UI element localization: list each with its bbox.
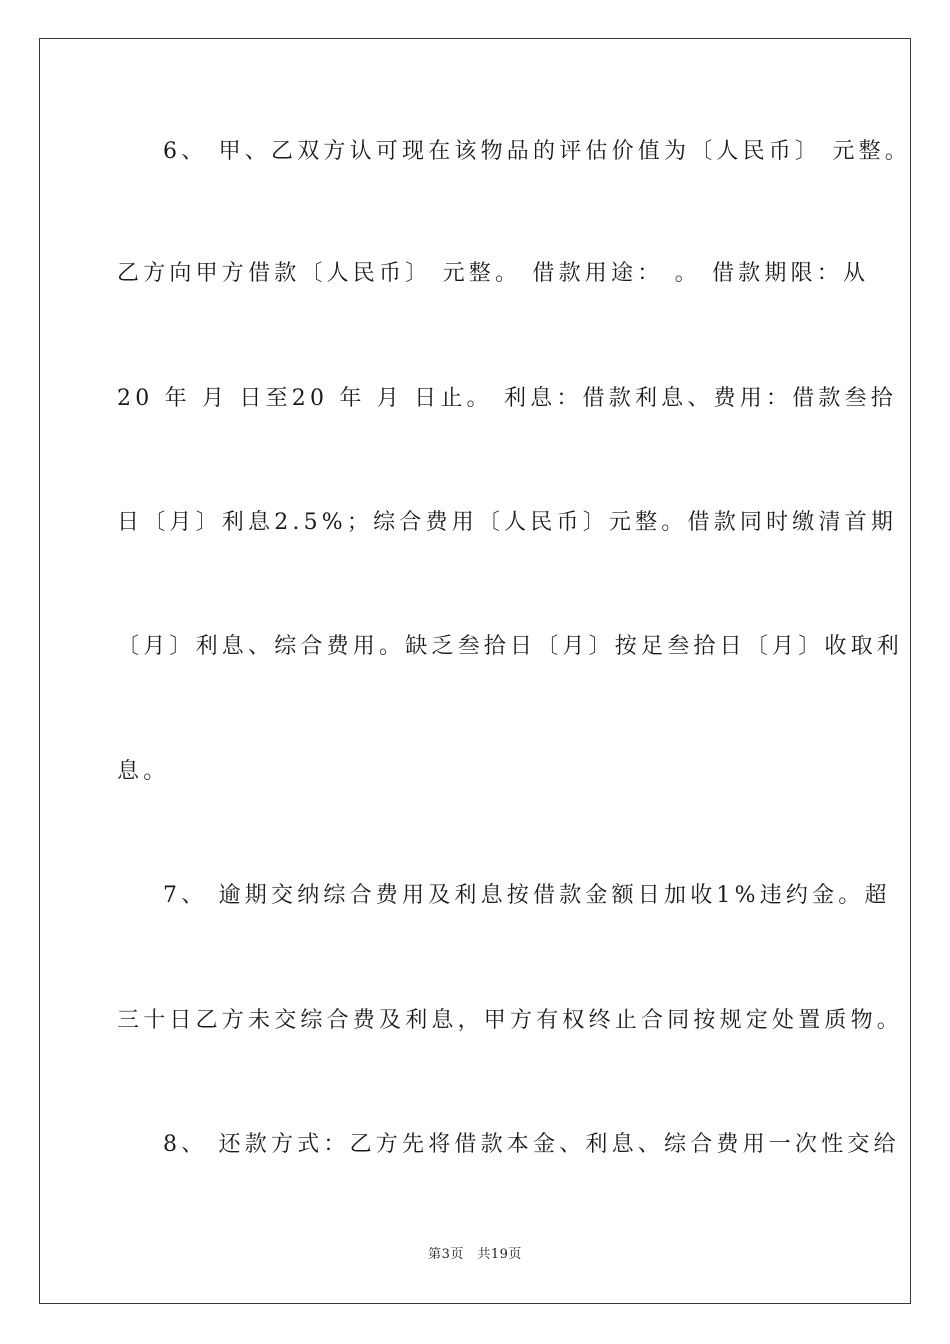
clause-6-line-1: 6、 甲、乙双方认可现在该物品的评估价值为〔人民币〕 元整。 <box>163 139 911 164</box>
page-border <box>39 38 911 1304</box>
page-number-footer: 第3页 共19页 <box>428 1247 522 1262</box>
clause-8-line-1: 8、 还款方式：乙方先将借款本金、利息、综合费用一次性交给 <box>163 1132 900 1157</box>
clause-6-line-5: 〔月〕利息、综合费用。缺乏叁拾日〔月〕按足叁拾日〔月〕收取利 <box>117 634 904 659</box>
clause-6-line-4: 日〔月〕利息2.5%；综合费用〔人民币〕元整。借款同时缴清首期 <box>117 510 898 535</box>
clause-7-line-2: 三十日乙方未交综合费及利息，甲方有权终止合同按规定处置质物。 <box>117 1008 904 1033</box>
clause-6-line-2: 乙方向甲方借款〔人民币〕 元整。 借款用途： 。 借款期限：从 <box>117 261 870 286</box>
clause-7-line-1: 7、 逾期交纳综合费用及利息按借款金额日加收1%违约金。超 <box>163 883 891 908</box>
clause-6-line-3: 20 年 月 日至20 年 月 日止。 利息：借款利息、费用：借款叁拾 <box>117 386 897 411</box>
clause-6-line-6: 息。 <box>117 759 170 784</box>
